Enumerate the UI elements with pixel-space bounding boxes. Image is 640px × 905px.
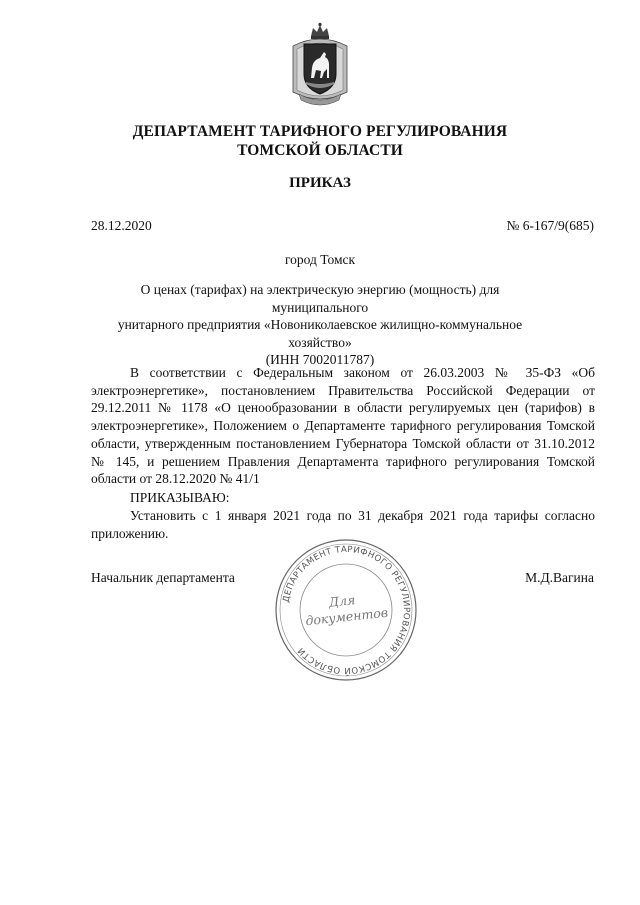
city: город Томск xyxy=(284,252,356,267)
order-text: Установить с 1 января 2021 года по 31 декабря 2021 года тарифы согласно приложению. xyxy=(91,508,595,541)
stamp-ring-textpath: ДЕПАРТАМЕНТ ТАРИФНОГО РЕГУЛИРОВАНИЯ ТОМСКОЙ ОБЛАСТИ xyxy=(281,544,412,676)
order-date: 28.12.2020 xyxy=(91,218,152,233)
subject-line: унитарного предприятия «Новониколаевское жилищно-коммунальное хозяйство» xyxy=(117,317,523,350)
order-subject xyxy=(95,281,545,369)
coat-of-arms-icon xyxy=(289,22,351,108)
subject-line: О ценах (тарифах) на электрическую энергию (мощность) для муниципального xyxy=(140,282,500,315)
official-stamp xyxy=(271,535,421,685)
department-title-line2: ТОМСКОЙ ОБЛАСТИ xyxy=(237,142,403,159)
stamp-inner-line2: документов xyxy=(304,604,389,629)
document-type: ПРИКАЗ xyxy=(289,175,351,191)
preamble-paragraph: В соответствии с Федеральным законом от 26.03.2003 № 35-ФЗ «Об электроэнергетике», постановлением Правительства Российской Федерации от 29.12.2011 № 1178 «О ценообразовании в области регулируемых цен (тарифов) в электроэнергетике», Положением о Департаменте тарифного регулирования Томской области, утвержденным постановлением Губернатора Томской области от 31.10.2012 № 145, и решением Правления Департамента тарифного регулирования Томской области от 28.12.2020 № 41/1 xyxy=(91,365,595,487)
signatory-name: М.Д.Вагина xyxy=(525,570,594,585)
subject-line: (ИНН 7002011787) xyxy=(265,352,375,367)
stamp-inner-line1: Для xyxy=(328,592,356,610)
department-title-line1: ДЕПАРТАМЕНТ ТАРИФНОГО РЕГУЛИРОВАНИЯ xyxy=(132,123,508,140)
order-verb: ПРИКАЗЫВАЮ: xyxy=(130,490,230,505)
order-number: № 6-167/9(685) xyxy=(506,218,594,233)
signatory-position: Начальник департамента xyxy=(91,570,235,585)
